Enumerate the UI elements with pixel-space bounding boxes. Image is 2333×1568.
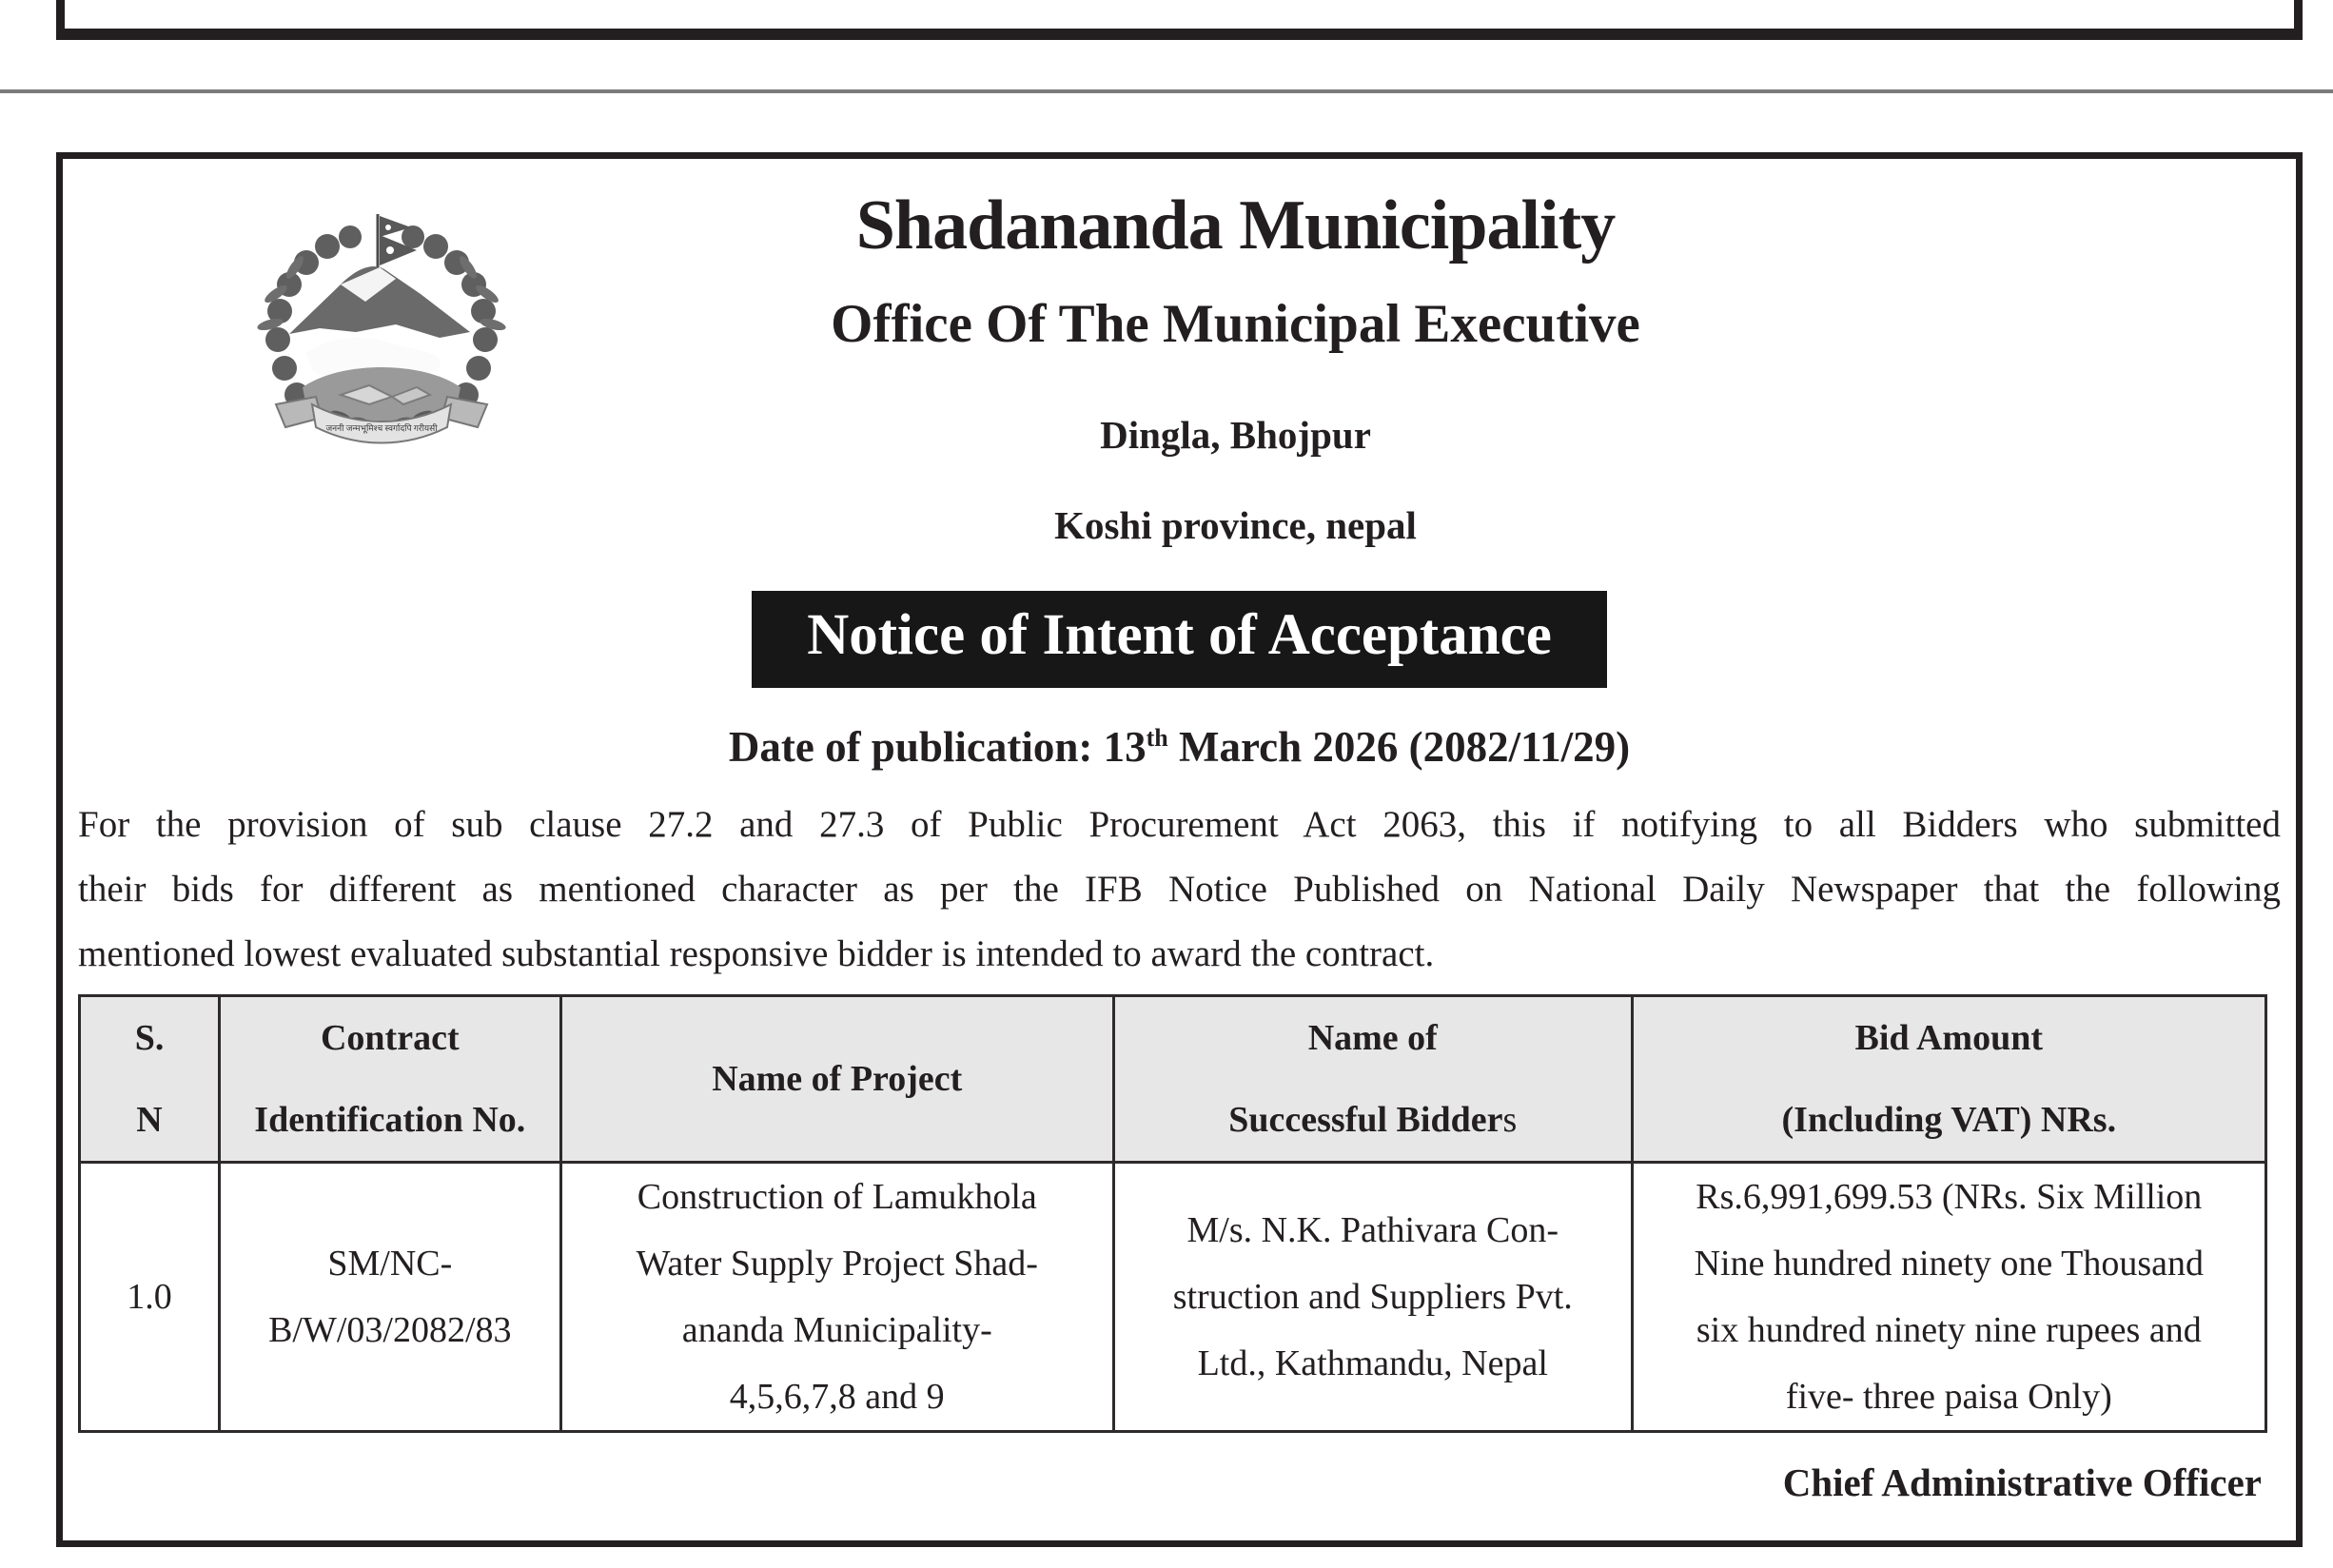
header-amount-line: (Including VAT) NRs. xyxy=(1781,1099,2117,1140)
bidder-line: M/s. N.K. Pathivara Con- xyxy=(1186,1209,1559,1250)
notice-box xyxy=(56,152,2303,1547)
project-line: 4,5,6,7,8 and 9 xyxy=(729,1376,945,1417)
previous-notice-fragment xyxy=(56,0,2303,40)
table-row xyxy=(80,1162,2266,1431)
notice-title-banner: Notice of Intent of Acceptance xyxy=(752,591,1607,688)
header-bidder xyxy=(1113,995,1632,1162)
awards-table-wrap xyxy=(78,994,2267,1433)
bidder-line: Ltd., Kathmandu, Nepal xyxy=(1197,1343,1548,1383)
awards-table xyxy=(78,994,2267,1433)
project-line: Water Supply Project Shad- xyxy=(636,1243,1038,1284)
sn-value: 1.0 xyxy=(127,1276,172,1317)
header-bidder-tail: s xyxy=(1502,1099,1518,1140)
header-bidder-main: Successful Bidder xyxy=(1228,1099,1503,1140)
header-bidder-line: Name of xyxy=(1307,1017,1438,1058)
cell-sn xyxy=(80,1162,220,1431)
publication-date-suffix: March 2026 (2082/11/29) xyxy=(1167,723,1631,772)
project-line: Construction of Lamukhola xyxy=(637,1176,1037,1217)
municipality-name: Shadananda Municipality xyxy=(855,186,1616,265)
header-sn-line: N xyxy=(136,1099,163,1140)
header-bid-amount xyxy=(1632,995,2265,1162)
contract-line: B/W/03/2082/83 xyxy=(268,1309,512,1350)
body-line: their bids for different as mentioned character as per the IFB Notice Published on National Daily Newspaper that the following xyxy=(78,868,2281,910)
publication-date-ordinal: th xyxy=(1146,724,1168,753)
header-bidder-line xyxy=(1119,1079,1627,1161)
cell-project xyxy=(560,1162,1113,1431)
publication-date-prefix: Date of publication: 13 xyxy=(728,723,1147,772)
project-line: ananda Municipality- xyxy=(681,1309,992,1350)
header-project-line: Name of Project xyxy=(712,1058,963,1099)
address-line-1: Dingla, Bhojpur xyxy=(1100,413,1371,458)
notice-title-banner-row xyxy=(63,591,2296,688)
body-line: mentioned lowest evaluated substantial responsive bidder is intended to award the contract. xyxy=(78,932,1435,974)
nepal-emblem-icon xyxy=(253,208,510,446)
header-contract-line: Identification No. xyxy=(254,1099,526,1140)
cell-bidder xyxy=(1113,1162,1632,1431)
body-line: For the provision of sub clause 27.2 and 27.3 of Public Procurement Act 2063, this if notifying to all Bidders who submitted xyxy=(78,803,2281,845)
contract-line: SM/NC- xyxy=(327,1243,453,1284)
office-name: Office Of The Municipal Executive xyxy=(831,294,1640,355)
header-project xyxy=(560,995,1113,1162)
publication-date xyxy=(63,724,2296,772)
table-header-row xyxy=(80,995,2266,1162)
amount-line: Nine hundred ninety one Thousand xyxy=(1694,1243,2204,1284)
cell-bid-amount xyxy=(1632,1162,2265,1431)
header-contract-line: Contract xyxy=(320,1017,460,1058)
amount-line: six hundred ninety nine rupees and xyxy=(1696,1309,2202,1350)
emblem-motto: जननी जन्मभूमिश्च स्वर्गादपि गरीयसी xyxy=(325,423,438,433)
address-line-2: Koshi province, nepal xyxy=(1054,503,1417,548)
header-amount-line: Bid Amount xyxy=(1854,1017,2044,1058)
bidder-line: struction and Suppliers Pvt. xyxy=(1172,1276,1573,1317)
amount-line: five- three paisa Only) xyxy=(1785,1376,2112,1417)
cell-contract-id xyxy=(220,1162,560,1431)
header-sn-line: S. xyxy=(134,1017,165,1058)
amount-line: Rs.6,991,699.53 (NRs. Six Million xyxy=(1696,1176,2203,1217)
notice-body xyxy=(78,793,2281,987)
header-contract-id xyxy=(220,995,560,1162)
header-sn xyxy=(80,995,220,1162)
signoff-title: Chief Administrative Officer xyxy=(1782,1460,2262,1504)
separator-line xyxy=(0,89,2333,93)
